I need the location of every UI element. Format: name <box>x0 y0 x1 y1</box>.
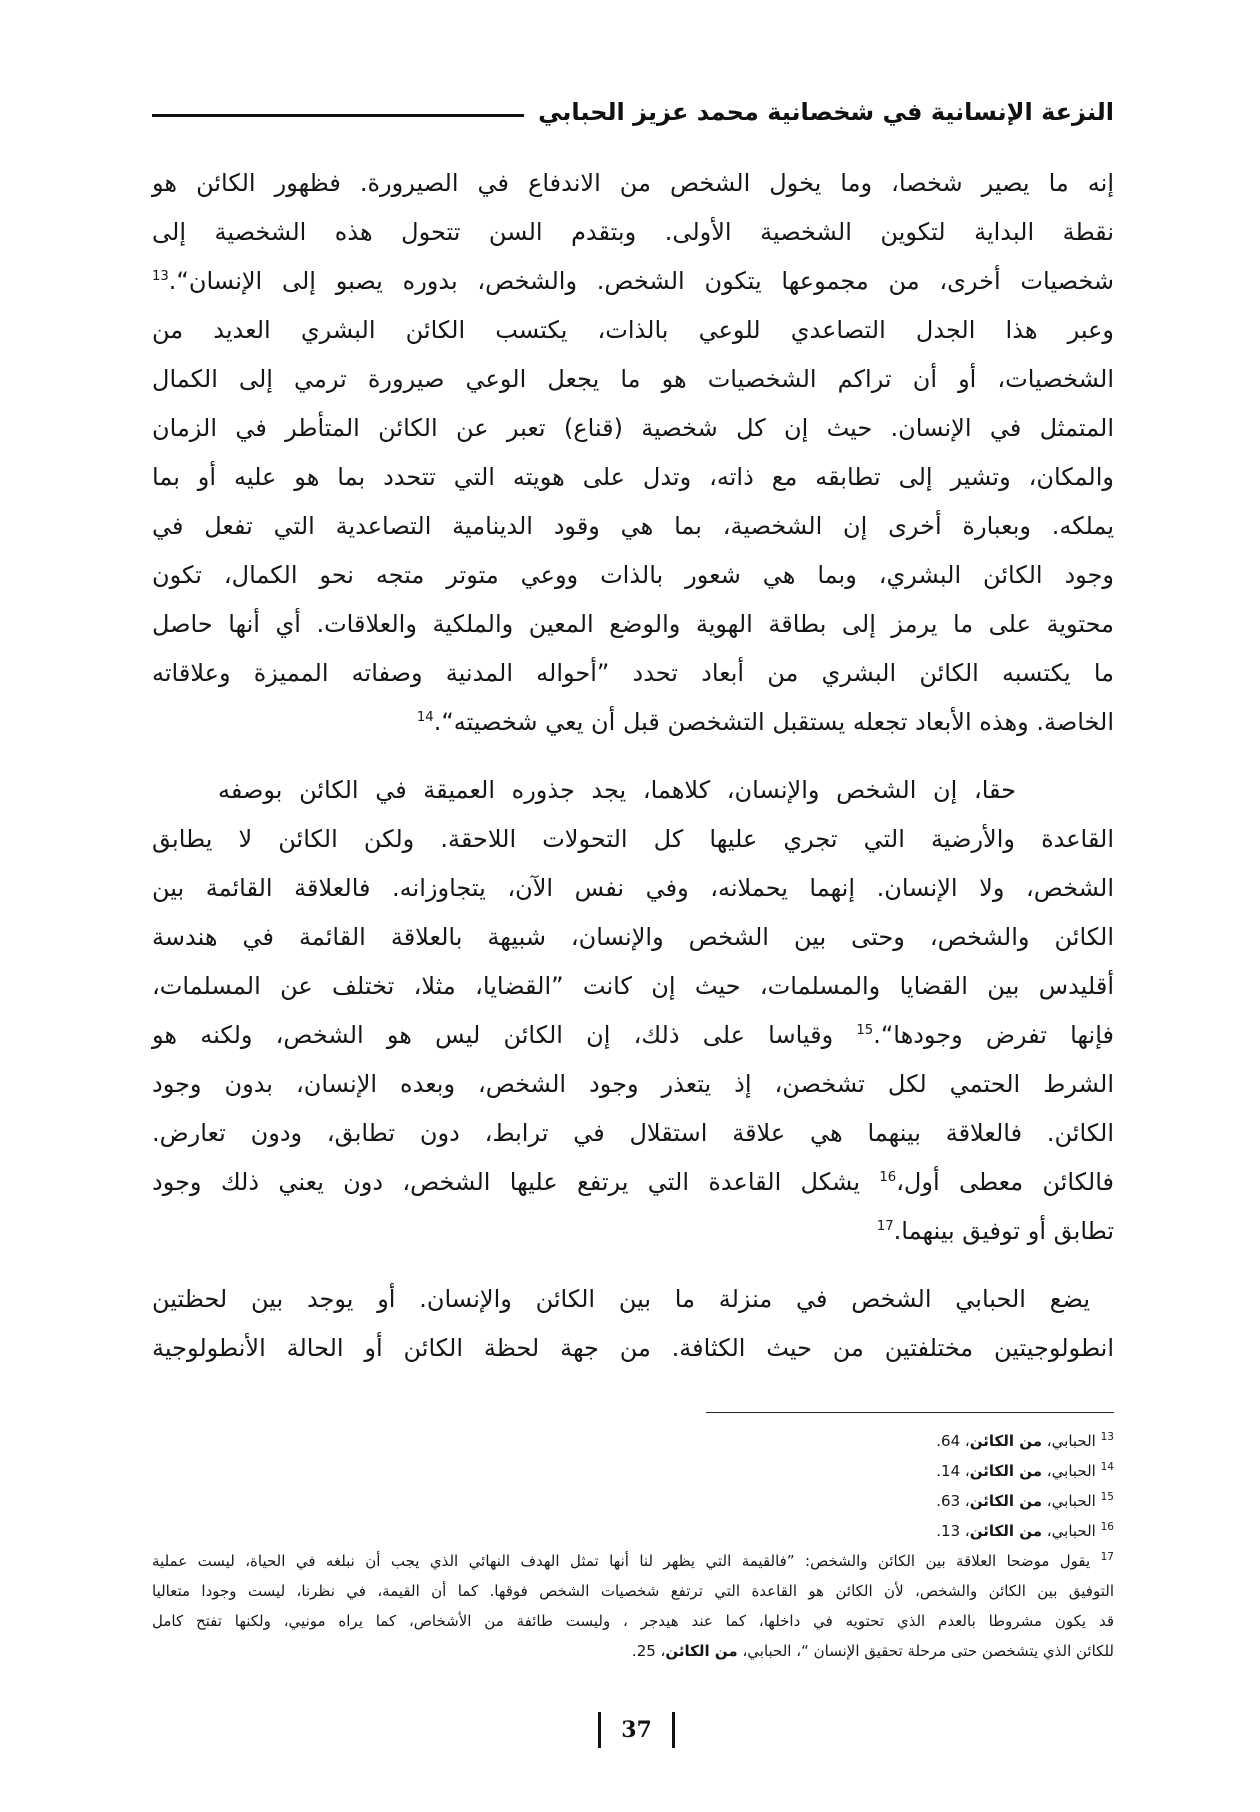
text-segment: يشكل القاعدة التي يرتفع عليها الشخص، دون يعني ذلك وجود <box>152 1168 880 1196</box>
text-line: المتمثل في الإنسان. حيث إن كل شخصية (قناع) تعبر عن الكائن المتأطر في الزمان <box>152 414 1114 442</box>
footnote-line: قد يكون مشروطا بالعدم الذي تحتويه في داخلها، كما عند هيدجر ، وليست طائفة من الأشخاص، كما يراه مونيي، ولكنها تفتح كامل <box>152 1612 1114 1630</box>
header-title: النزعة الإنسانية في شخصانية محمد عزيز الحبابي <box>538 98 1114 126</box>
footnote-15 <box>152 1486 1114 1516</box>
footnote-page: ، 13. <box>936 1522 970 1540</box>
text-line: إنه ما يصير شخصا، وما يخول الشخص من الاندفاع في الصيرورة. فظهور الكائن هو <box>152 169 1114 197</box>
footnote-14 <box>152 1456 1114 1486</box>
footnote-ref-17: 17 <box>876 1219 894 1234</box>
text-line <box>152 257 1114 306</box>
text-segment: شخصيات أخرى، من مجموعها يتكون الشخص. والشخص، بدوره يصبو إلى الإنسان“. <box>168 267 1114 295</box>
footnote-ref-14: 14 <box>416 710 434 725</box>
text-line: الكائن. فالعلاقة بينهما هي علاقة استقلال في ترابط، دون تطابق، ودون تعارض. <box>152 1119 1114 1147</box>
footnote-17 <box>152 1546 1114 1666</box>
footnote-line <box>152 1636 1114 1666</box>
footnote-page: ، 63. <box>936 1492 970 1510</box>
text-segment: تطابق أو توفيق بينهما. <box>893 1217 1114 1245</box>
text-segment: فالكائن معطى أول، <box>896 1168 1114 1196</box>
footnote-author: الحبابي، <box>1042 1462 1096 1480</box>
footnote-number: 17 <box>1100 1551 1114 1563</box>
text-line: والمكان، وتشير إلى تطابقه مع ذاته، وتدل على هويته التي تتحدد بما هو عليه أو بما <box>152 463 1114 491</box>
text-line: الشخص، ولا الإنسان. إنهما يحملانه، وفي نفس الآن، يتجاوزانه. فالعلاقة القائمة بين <box>152 874 1114 902</box>
footnote-page: ، 14. <box>936 1462 970 1480</box>
running-header <box>152 92 1114 132</box>
text-line: محتوية على ما يرمز إلى بطاقة الهوية والوضع المعين والملكية والعلاقات. أي أنها حاصل <box>152 610 1114 638</box>
footnote-ref-13: 13 <box>152 269 169 284</box>
text-line: يضع الحبابي الشخص في منزلة ما بين الكائن والإنسان. أو يوجد بين لحظتين <box>152 1285 1090 1313</box>
text-segment: الخاصة. وهذه الأبعاد تجعله يستقبل التشخصن قبل أن يعي شخصيته“. <box>433 708 1114 736</box>
text-line: الكائن والشخص، وحتى بين الشخص والإنسان، شبيهة بالعلاقة القائمة في هندسة <box>152 923 1114 951</box>
footnote-ref-15: 15 <box>856 1023 874 1038</box>
text-line <box>152 1207 1114 1256</box>
text-line: الشرط الحتمي لكل تشخصن، إذ يتعذر وجود الشخص، وبعده الإنسان، بدون وجود <box>152 1070 1114 1098</box>
footnote-work-title: من الكائن <box>969 1522 1043 1540</box>
text-line <box>152 698 1114 747</box>
text-segment: وقياسا على ذلك، إن الكائن ليس هو الشخص، ولكنه هو <box>152 1021 857 1049</box>
text-line <box>152 1011 1114 1060</box>
footnote-line <box>152 1546 1114 1576</box>
footnote-16 <box>152 1516 1114 1546</box>
footnote-ref-16: 16 <box>879 1170 897 1185</box>
footnote-work-title: من الكائن <box>969 1432 1043 1450</box>
text-line: حقا، إن الشخص والإنسان، كلاهما، يجد جذوره العميقة في الكائن بوصفه <box>218 776 1016 804</box>
text-line: نقطة البداية لتكوين الشخصية الأولى. وبتقدم السن تتحول هذه الشخصية إلى <box>152 218 1114 246</box>
footnote-number: 15 <box>1100 1491 1114 1503</box>
body-text <box>152 159 1114 1392</box>
text-line: وعبر هذا الجدل التصاعدي للوعي بالذات، يكتسب الكائن البشري العديد من <box>152 316 1114 344</box>
page-number-text: 37 <box>621 1717 652 1743</box>
footnote-number: 13 <box>1100 1431 1114 1443</box>
footnote-page: ، 64. <box>936 1432 970 1450</box>
footnote-author: الحبابي، <box>1042 1522 1096 1540</box>
footnote-author: الحبابي، <box>1042 1432 1096 1450</box>
text-line: يملكه. وبعبارة أخرى إن الشخصية، بما هي وقود الدينامية التصاعدية التي تفعل في <box>152 512 1114 540</box>
paragraph-2 <box>152 766 1114 1256</box>
footnote-author: الحبابي، <box>1042 1492 1096 1510</box>
paragraph-3 <box>152 1275 1114 1373</box>
footnote-work-title: من الكائن <box>969 1462 1043 1480</box>
footnote-page: ، 25. <box>631 1642 666 1660</box>
footnote-13 <box>152 1426 1114 1456</box>
paragraph-1 <box>152 159 1114 747</box>
footnote-work-title: من الكائن <box>665 1642 738 1660</box>
footnotes <box>152 1426 1114 1666</box>
text-line: أقليدس بين القضايا والمسلمات، حيث إن كانت ”القضايا، مثلا، تختلف عن المسلمات، <box>152 972 1114 1000</box>
footnote-number: 14 <box>1100 1461 1114 1473</box>
header-rule <box>152 114 524 117</box>
footnote-work-title: من الكائن <box>969 1492 1043 1510</box>
text-line: ما يكتسبه الكائن البشري من أبعاد تحدد ”أحواله المدنية وصفاته المميزة وعلاقاته <box>152 659 1114 687</box>
text-segment: فإنها تفرض وجودها“. <box>873 1021 1115 1049</box>
text-line: القاعدة والأرضية التي تجري عليها كل التحولات اللاحقة. ولكن الكائن لا يطابق <box>152 825 1114 853</box>
text-line: الشخصيات، أو أن تراكم الشخصيات هو ما يجعل الوعي صيرورة ترمي إلى الكمال <box>152 365 1114 393</box>
text-line <box>152 1158 1114 1207</box>
page-number <box>598 1712 675 1748</box>
footnote-line: التوفيق بين الكائن والشخص، لأن الكائن هو القاعدة التي ترتفع شخصيات الشخص فوقها. كما أن القيمة، في نظرنا، ليست وجودا متعاليا <box>152 1582 1114 1600</box>
text-line: وجود الكائن البشري، وبما هي شعور بالذات ووعي متوتر متجه نحو الكمال، تكون <box>152 561 1114 589</box>
text-segment: يقول موضحا العلاقة بين الكائن والشخص: ”فالقيمة التي يظهر لنا أنها تمثل الهدف النهائي الذي يجب أن نبلغه في الحياة، ليست عملية <box>152 1552 1091 1570</box>
text-line: انطولوجيتين مختلفتين من حيث الكثافة. من جهة لحظة الكائن أو الحالة الأنطولوجية <box>152 1334 1114 1362</box>
footnote-number: 16 <box>1100 1521 1114 1533</box>
footnote-separator <box>706 1412 1114 1413</box>
text-segment: للكائن الذي يتشخصن حتى مرحلة تحقيق الإنسان “، الحبابي، <box>737 1642 1114 1660</box>
